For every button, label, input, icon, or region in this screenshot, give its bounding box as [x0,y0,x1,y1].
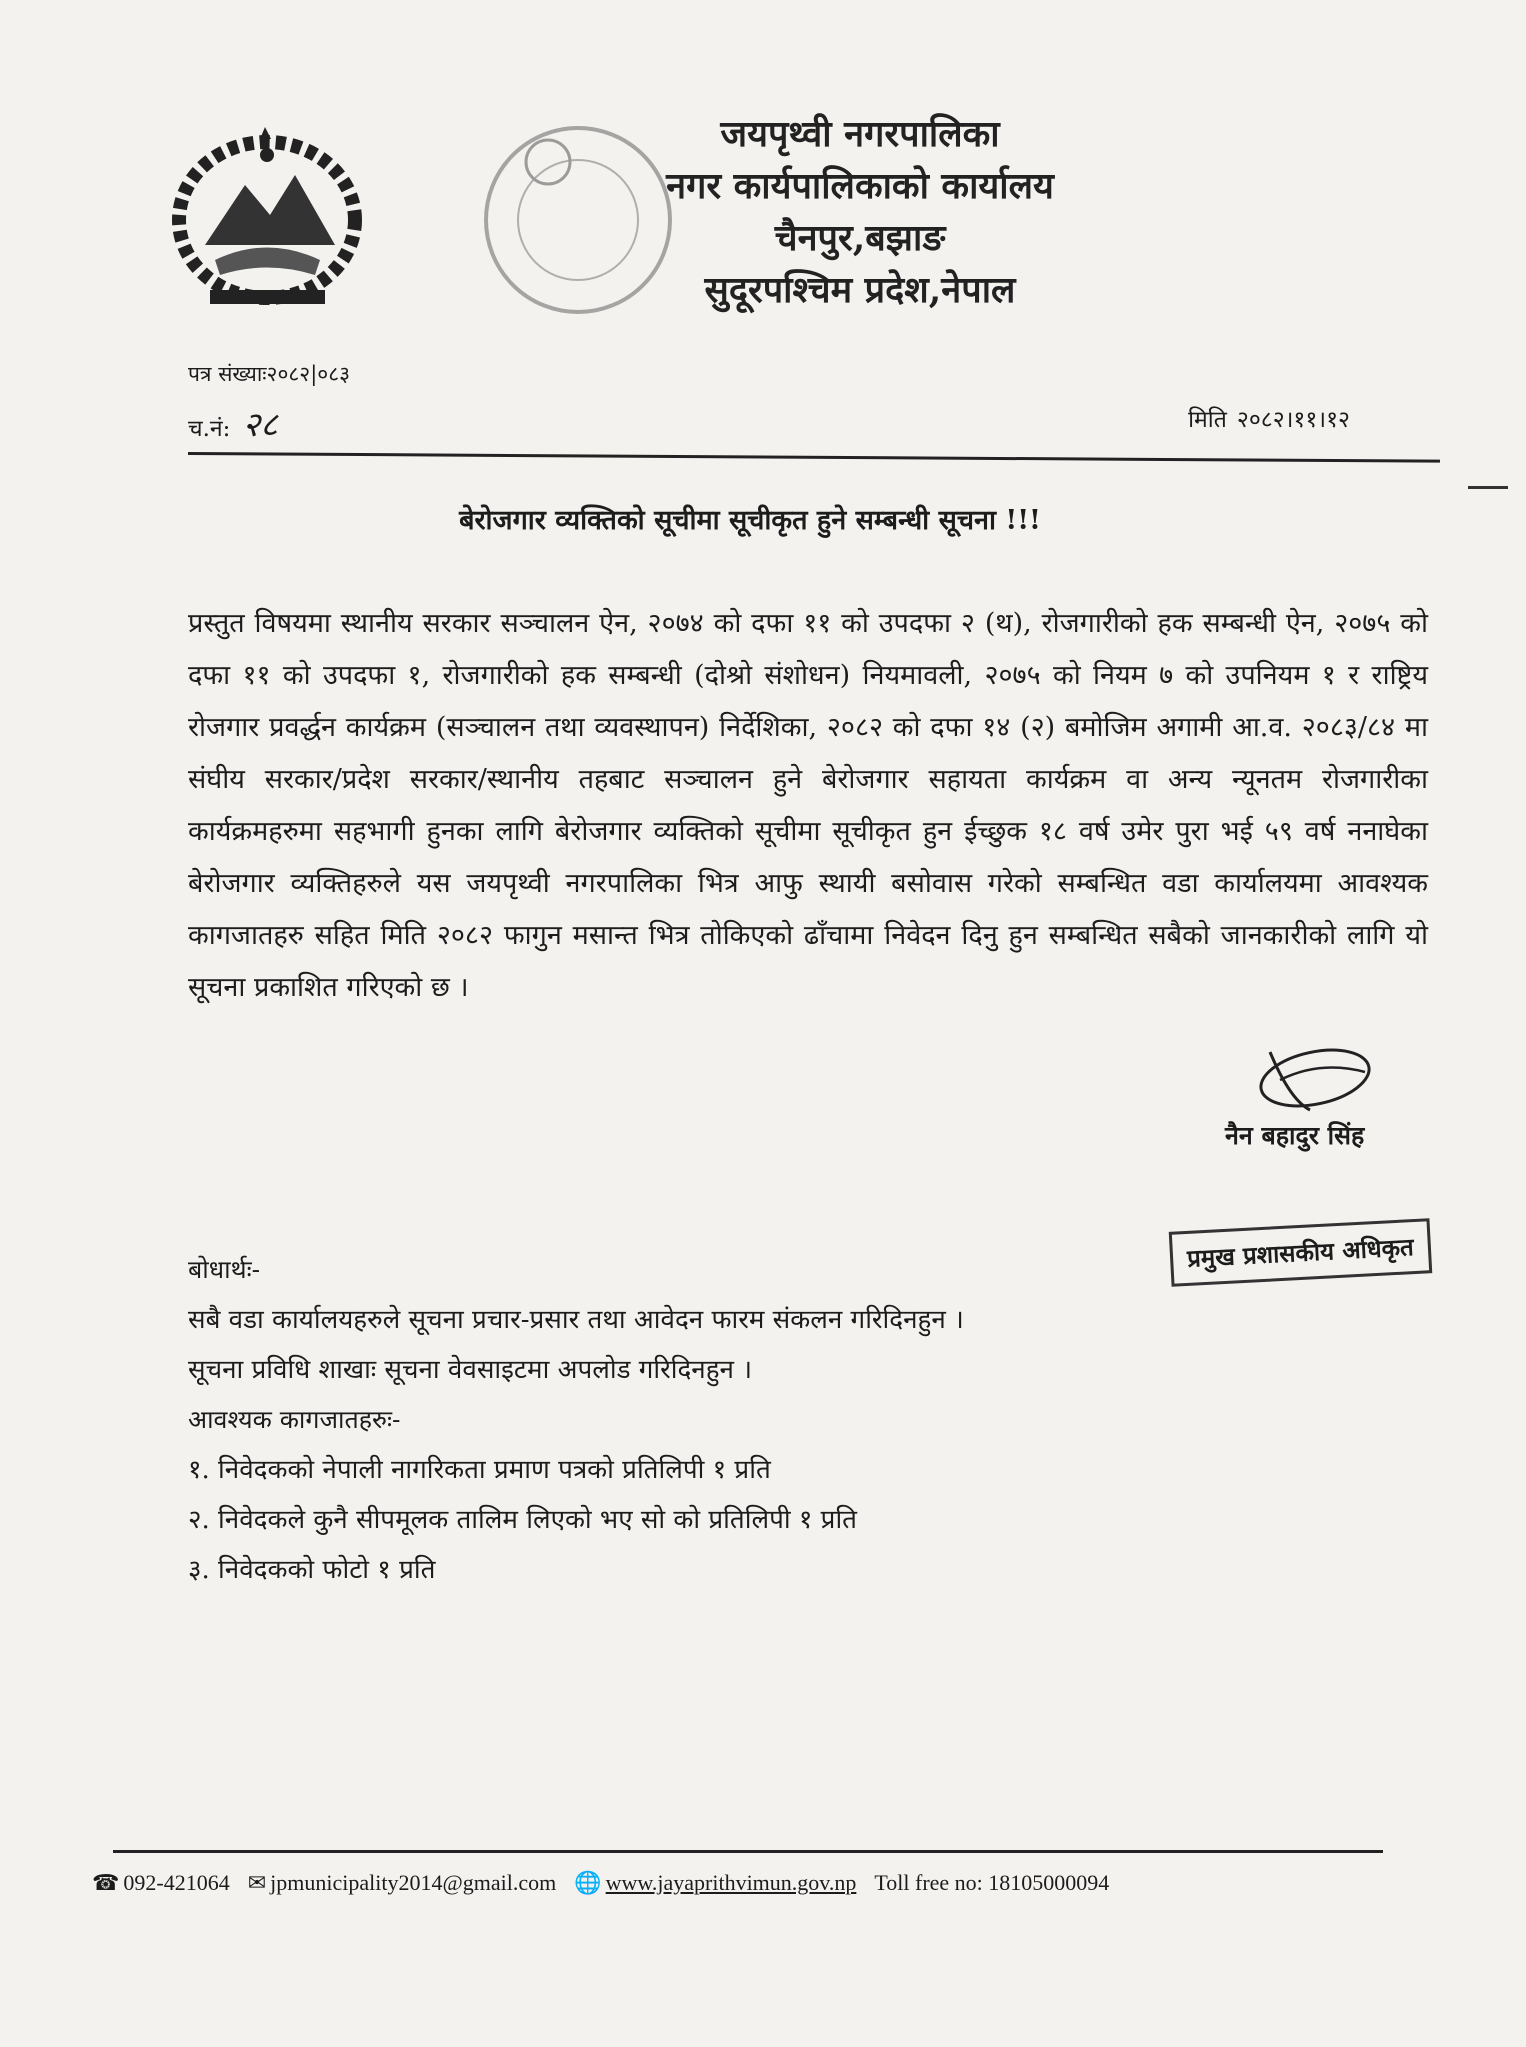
page-edge-mark [1468,486,1508,489]
footer-website[interactable] [574,1870,856,1896]
mail-icon: ✉ [247,1870,267,1895]
designation-stamp: प्रमुख प्रशासकीय अधिकृत [1169,1218,1432,1287]
dispatch-number-label: च.नं: [188,416,231,442]
letter-number-value: २०८२|०८३ [266,362,351,386]
phone-icon: ☎ [92,1870,120,1895]
document-item: १. निवेदकको नेपाली नागरिकता प्रमाण पत्रको प्रतिलिपी १ प्रति [188,1455,771,1485]
footer-divider [113,1850,1383,1853]
dispatch-number [188,400,278,446]
cc-line: सूचना प्रविधि शाखाः सूचना वेवसाइटमा अपलोड गरिदिनहुन । [188,1355,753,1385]
notice-body: प्रस्तुत विषयमा स्थानीय सरकार सञ्चालन ऐन, २०७४ को दफा ११ को उपदफा २ (थ), रोजगारीको हक सम्बन्धी ऐन, २०७५ को दफा ११ को उपदफा १, रोजगारीको हक सम्बन्धी (दोश्रो संशोधन) नियमावली, २०७५ को नियम ७ को उपनियम १ र राष्ट्रिय रोजगार प्रवर्द्धन कार्यक्रम (सञ्चालन तथा व्यवस्थापन) निर्देशिका, २०८२ को दफा १४ (२) बमोजिम अगामी आ.व. २०८३/८४ मा संघीय सरकार/प्रदेश सरकार/स्थानीय तहबाट सञ्चालन हुने बेरोजगार सहायता कार्यक्रम वा अन्य न्यूनतम रोजगारीका कार्यक्रमहरुमा सहभागी हुनका लागि बेरोजगार व्यक्तिको सूचीमा सूचीकृत हुन ईच्छुक १८ वर्ष उमेर पुरा भई ५९ वर्ष ननाघेका बेरोजगार व्यक्तिहरुले यस जयपृथ्वी नगरपालिका भित्र आफु स्थायी बसोवास गरेको सम्बन्धित वडा कार्यालयमा आवश्यक कागजातहरु सहित मिति २०८२ फागुन मसान्त भित्र तोकिएको ढाँचामा निवेदन दिनु हुन सम्बन्धित सबैको जानकारीको लागि यो सूचना प्रकाशित गरिएको छ । [188,608,1428,1003]
website-link[interactable]: www.jayaprithvimun.gov.np [605,1870,857,1895]
dispatch-number-value: २८ [242,405,278,445]
date-value: २०८२।११।१२ [1236,407,1350,433]
signatory-name: नैन बहादुर सिंह [1225,1121,1365,1150]
notice-subject: बेरोजगार व्यक्तिको सूचीमा सूचीकृत हुने सम्बन्धी सूचना !!! [459,505,1041,536]
globe-icon: 🌐 [574,1870,602,1895]
office-location: चैनपुर,बझाङ [774,217,946,259]
office-header [600,108,1120,316]
signature-icon [1250,1040,1380,1120]
date-label: मिति [1188,407,1227,433]
footer-email[interactable] [248,1870,557,1896]
document-item: २. निवेदकले कुनै सीपमूलक तालिम लिएको भए सो को प्रतिलिपी १ प्रति [188,1505,857,1535]
letter-date [1188,402,1350,434]
cc-section [188,1245,964,1595]
province-name: सुदूरपश्चिम प्रदेश,नेपाल [704,269,1016,311]
cc-label: बोधार्थः- [188,1255,261,1284]
letter-number [188,360,350,388]
office-name: नगर कार्यपालिकाको कार्यालय [666,165,1054,207]
document-item: ३. निवेदकको फोटो १ प्रति [188,1555,436,1585]
municipality-name: जयपृथ्वी नगरपालिका [720,113,1000,155]
toll-free-number: Toll free no: 18105000094 [874,1870,1110,1895]
phone-number: 092-421064 [123,1870,230,1895]
letter-number-label: पत्र संख्याः [188,362,267,386]
footer-phone [92,1870,230,1896]
email-address[interactable]: jpmunicipality2014@gmail.com [270,1870,557,1895]
cc-line: सबै वडा कार्यालयहरुले सूचना प्रचार-प्रसार तथा आवेदन फारम संकलन गरिदिनहुन । [188,1305,964,1335]
contact-footer [92,1870,1412,1896]
nepal-emblem-icon [165,125,370,315]
header-divider [188,452,1440,463]
documents-label: आवश्यक कागजातहरुः- [188,1405,401,1434]
